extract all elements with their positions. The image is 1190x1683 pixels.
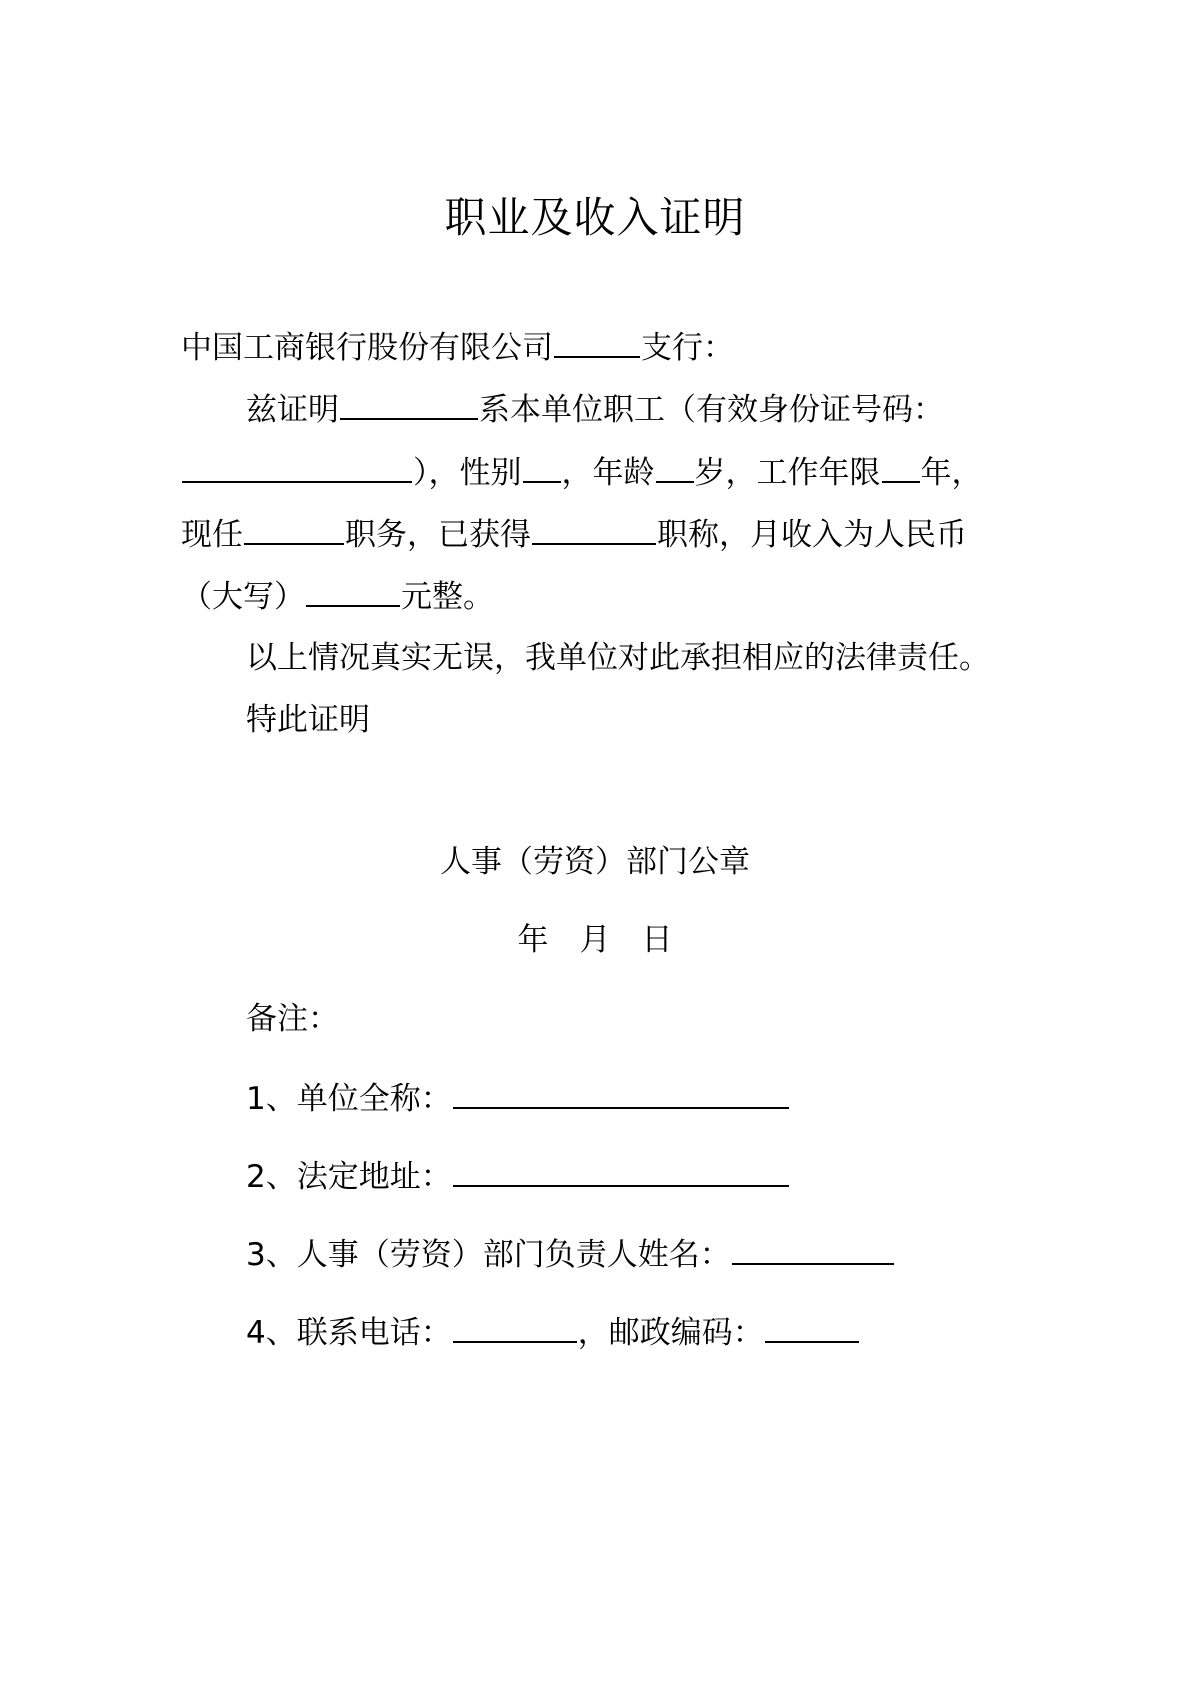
addressee-suffix: 支行： — [641, 330, 734, 366]
note-item-4 — [246, 1309, 860, 1353]
statement-line: 以上情况真实无误，我单位对此承担相应的法律责任。 — [246, 640, 990, 676]
note-item-3 — [246, 1231, 895, 1275]
employee-name-blank[interactable] — [340, 386, 478, 420]
note-item-3-label: 3、人事（劳资）部门负责人姓名： — [246, 1237, 731, 1273]
body-text-yuan: 元整。 — [401, 579, 494, 615]
unit-fullname-blank[interactable] — [453, 1075, 789, 1109]
note-item-1-label: 1、单位全称： — [246, 1081, 452, 1117]
body-text-year-unit: 年， — [920, 455, 983, 491]
body-line-3 — [181, 511, 967, 555]
seal-label: 人事（劳资）部门公章 — [440, 844, 750, 880]
closing-line: 特此证明 — [246, 702, 370, 738]
gender-blank[interactable] — [523, 449, 561, 483]
addressee-line — [181, 324, 734, 368]
body-text-age: ，年龄 — [561, 455, 655, 491]
note-item-1 — [246, 1075, 790, 1119]
income-amount-blank[interactable] — [306, 573, 400, 607]
body-text-employee: 系本单位职工（有效身份证号码： — [479, 392, 944, 428]
branch-name-blank[interactable] — [554, 324, 640, 358]
body-line-1 — [246, 386, 944, 430]
phone-blank[interactable] — [453, 1309, 577, 1343]
postcode-blank[interactable] — [765, 1309, 859, 1343]
legal-address-blank[interactable] — [453, 1153, 789, 1187]
body-text-position: 现任 — [181, 517, 243, 553]
note-item-2-label: 2、法定地址： — [246, 1159, 452, 1195]
work-years-blank[interactable] — [882, 449, 920, 483]
hr-head-name-blank[interactable] — [732, 1231, 894, 1265]
addressee-bank: 中国工商银行股份有限公司 — [181, 330, 553, 366]
body-text-certify: 兹证明 — [246, 392, 339, 428]
body-text-income: 职称，月收入为人民币 — [657, 517, 967, 553]
note-item-4-postcode-label: ，邮政编码： — [577, 1315, 764, 1351]
age-blank[interactable] — [656, 449, 694, 483]
body-line-2 — [181, 449, 983, 493]
body-text-obtained: 职务，已获得 — [345, 517, 531, 553]
body-line-4 — [181, 573, 494, 617]
date-line: 年 月 日 — [517, 922, 673, 958]
notes-heading: 备注： — [246, 1001, 339, 1037]
body-text-gender: ），性别 — [413, 455, 522, 491]
document-title: 职业及收入证明 — [444, 193, 746, 242]
title-blank[interactable] — [532, 511, 656, 545]
note-item-2 — [246, 1153, 790, 1197]
position-blank[interactable] — [244, 511, 344, 545]
body-text-capital: （大写） — [181, 579, 305, 615]
note-item-4-label: 4、联系电话： — [246, 1315, 452, 1351]
body-text-years: 岁，工作年限 — [694, 455, 881, 491]
id-number-blank[interactable] — [182, 449, 412, 483]
